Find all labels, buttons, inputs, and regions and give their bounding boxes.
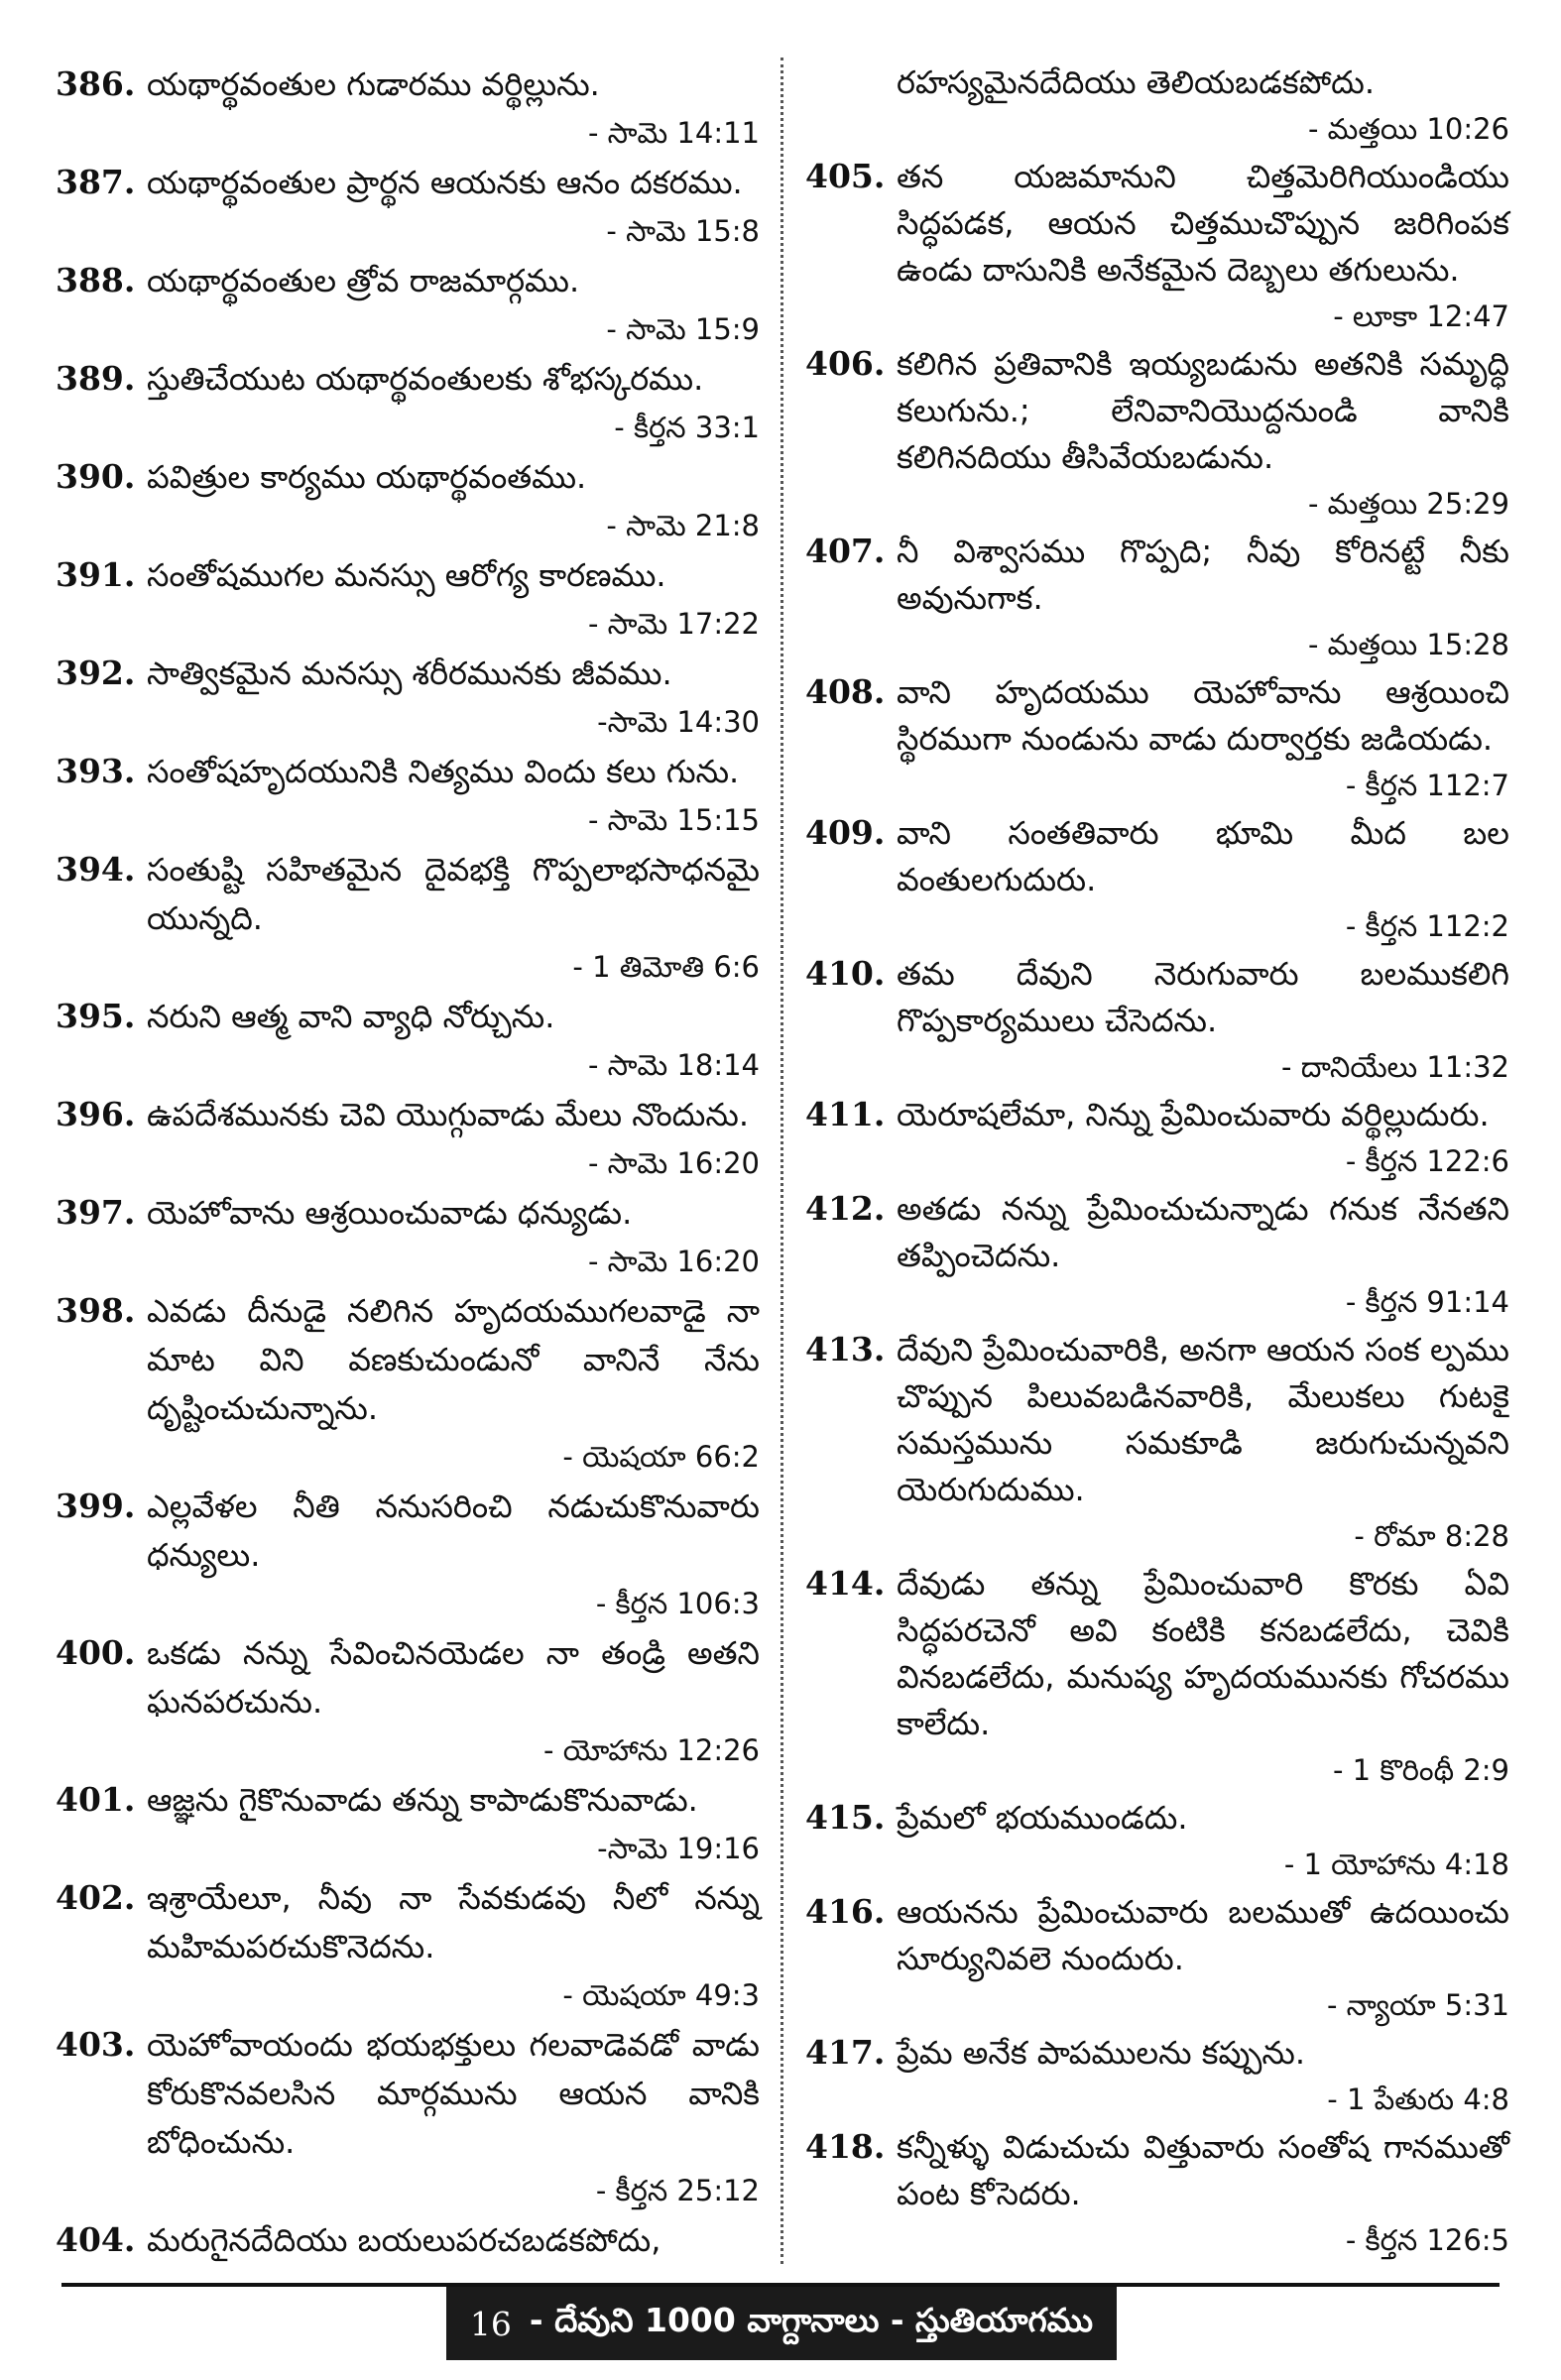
promise-entry <box>56 649 760 747</box>
entry-text: ఆజ్ఞను గైకొనువాడు తన్ను కాపాడుకొనువాడు. <box>147 1781 698 1819</box>
entry-text: మరుగైనదేదియు బయలుపరచబడకపోదు, <box>147 2221 661 2259</box>
scripture-reference: - సామె 15:15 <box>587 803 760 837</box>
promise-entry <box>56 1286 760 1482</box>
entry-number: 386. <box>56 64 136 103</box>
scripture-reference: - సామె 14:11 <box>587 116 760 150</box>
entry-number: 404. <box>56 2220 136 2259</box>
promise-entry <box>805 1326 1509 1560</box>
entry-text: సాత్వికమైన మనస్సు శరీరమునకు జీవము. <box>147 654 672 692</box>
scripture-reference: - న్యాయా 5:31 <box>1326 1988 1509 2022</box>
promise-entry <box>56 354 760 452</box>
entry-text: వాని సంతతివారు భూమి మీద బల వంతులగుదురు. <box>897 814 1509 898</box>
page-number: 16 <box>469 2304 512 2343</box>
entry-text: సంతోషముగల మనస్సు ఆరోగ్య కారణము. <box>147 556 666 594</box>
promise-entry <box>56 2020 760 2215</box>
entry-text: నీ విశ్వాసము గొప్పది; నీవు కోరినట్టే నీకు అవునుగాక. <box>897 533 1509 617</box>
scripture-reference: - కీర్తన 33:1 <box>614 411 760 444</box>
scripture-reference: - కీర్తన 112:2 <box>1345 909 1509 943</box>
entry-text: ప్రేమలో భయముండదు. <box>897 1799 1188 1837</box>
scripture-reference: - కీర్తన 91:14 <box>1345 1285 1509 1319</box>
entry-number: 388. <box>56 261 136 299</box>
entry-number: 398. <box>56 1291 136 1330</box>
entry-number: 397. <box>56 1193 136 1232</box>
scripture-reference: - కీర్తన 106:3 <box>595 1587 760 1620</box>
scripture-reference: - 1 యోహాను 4:18 <box>1283 1847 1509 1881</box>
entry-number: 406. <box>805 344 886 383</box>
entry-text: రహస్యమైనదేదియు తెలియబడకపోదు. <box>897 63 1376 101</box>
entry-number: 414. <box>805 1564 886 1603</box>
scripture-reference: - సామె 15:9 <box>606 312 760 346</box>
entry-text: యెరూషలేమా, నిన్ను ప్రేమించువారు వర్థిల్లుదురు. <box>897 1096 1490 1133</box>
promise-entry <box>805 340 1509 528</box>
scripture-reference: - సామె 16:20 <box>587 1146 760 1180</box>
promise-entry <box>56 1775 760 1873</box>
scripture-reference: - మత్తయి 25:29 <box>1307 487 1509 521</box>
scripture-reference: - కీర్తన 25:12 <box>595 2174 760 2207</box>
promise-entry <box>56 452 760 550</box>
scripture-reference: -సామె 14:30 <box>597 705 760 739</box>
entry-text: యథార్థవంతుల ప్రార్థన ఆయనకు ఆనం దకరము. <box>147 164 743 201</box>
promise-entry <box>805 153 1509 340</box>
book-title: - దేవుని 1000 వాగ్దానాలు - స్తుతియాగము <box>529 2300 1094 2339</box>
entry-text: ఎవడు దీనుడై నలిగిన హృదయముగలవాడై నా మాట విని వణకుచుండునో వానినే నేను దృష్టించుచున్నాను. <box>147 1292 760 1427</box>
entry-text: కలిగిన ప్రతివానికి ఇయ్యబడును అతనికి సమృద్ధి కలుగును.; లేనివానియొద్దనుండి వానికి కలిగినదియు తీసివేయబడును. <box>897 345 1509 476</box>
promise-entry <box>56 158 760 256</box>
entry-number: 415. <box>805 1798 886 1837</box>
scripture-reference: - మత్తయి 10:26 <box>1307 112 1509 146</box>
entry-number: 416. <box>805 1892 886 1931</box>
scripture-reference: - సామె 21:8 <box>606 509 760 542</box>
promise-entry <box>56 550 760 649</box>
scripture-reference: - సామె 16:20 <box>587 1245 760 1278</box>
footer-banner <box>446 2287 1117 2360</box>
entry-text: యథార్థవంతుల గుడారము వర్థిల్లును. <box>147 65 600 103</box>
entry-text: అతడు నన్ను ప్రేమించుచున్నాడు గనుక నేనతని తప్పించెదను. <box>897 1190 1509 1274</box>
entry-number: 418. <box>805 2127 886 2166</box>
entry-text: పవిత్రుల కార్యము యథార్థవంతము. <box>147 458 587 496</box>
right-column <box>805 60 1509 2264</box>
entry-text: దేవుని ప్రేమించువారికి, అనగా ఆయన సంక ల్పము చొప్పున పిలువబడినవారికి, మేలుకలు గుటకై సమస్తమును సమకూడి జరుగుచున్నవని యెరుగుదుము. <box>897 1331 1509 1508</box>
entry-text: సంతోషహృదయునికి నిత్యము విందు కలు గును. <box>147 753 740 790</box>
entry-number: 391. <box>56 555 136 594</box>
promise-entry <box>56 1090 760 1188</box>
entry-number: 403. <box>56 2025 136 2064</box>
entry-text: తమ దేవుని నెరుగువారు బలముకలిగి గొప్పకార్యములు చేసెదను. <box>897 955 1509 1039</box>
entry-number: 395. <box>56 997 136 1035</box>
promise-entry <box>805 528 1509 668</box>
promise-entry <box>805 950 1509 1091</box>
entry-text: ఉపదేశమునకు చెవి యొగ్గువాడు మేలు నొందును. <box>147 1096 750 1133</box>
promise-entry <box>56 1628 760 1775</box>
scripture-reference: - కీర్తన 126:5 <box>1345 2223 1509 2257</box>
scripture-reference: - 1 తిమోతి 6:6 <box>572 950 760 984</box>
scripture-reference: - లూకా 12:47 <box>1333 299 1509 333</box>
promise-entry <box>805 2029 1509 2123</box>
entry-number: 410. <box>805 954 886 993</box>
promise-entry <box>805 1185 1509 1326</box>
scripture-reference: - కీర్తన 112:7 <box>1345 769 1509 802</box>
entry-number: 393. <box>56 752 136 790</box>
entry-number: 389. <box>56 359 136 398</box>
entry-text: ఆయనను ప్రేమించువారు బలముతో ఉదయించు సూర్యునివలె నుందురు. <box>897 1893 1509 1977</box>
scripture-reference: -సామె 19:16 <box>597 1832 760 1865</box>
scripture-reference: - రోమా 8:28 <box>1354 1519 1509 1553</box>
entry-text: యథార్థవంతుల త్రోవ రాజమార్గము. <box>147 262 580 299</box>
entry-number: 390. <box>56 457 136 496</box>
entry-number: 405. <box>805 157 886 195</box>
left-column <box>56 60 760 2265</box>
entry-text: సంతుష్టి సహితమైన దైవభక్తి గొప్పలాభసాధనమై యున్నది. <box>147 851 760 937</box>
scripture-reference: - సామె 18:14 <box>587 1048 760 1082</box>
entry-number: 417. <box>805 2033 886 2072</box>
entry-text: కన్నీళ్ళు విడుచుచు విత్తువారు సంతోష గానముతో పంట కోసెదరు. <box>897 2128 1509 2212</box>
scripture-reference: - దానియేలు 11:32 <box>1281 1050 1509 1084</box>
scripture-reference: - సామె 15:8 <box>606 214 760 248</box>
entry-text: యెహోవాయందు భయభక్తులు గలవాడెవడో వాడు కోరుకొనవలసిన మార్గమును ఆయన వానికి బోధించును. <box>147 2026 760 2161</box>
scripture-reference: - కీర్తన 122:6 <box>1345 1144 1509 1178</box>
entry-text: ప్రేమ అనేక పాపములను కప్పును. <box>897 2034 1306 2072</box>
promise-entry <box>805 2123 1509 2264</box>
entry-number: 402. <box>56 1878 136 1917</box>
entry-text: ఒకడు నన్ను సేవించినయెడల నా తండ్రి అతని ఘనపరచును. <box>147 1634 760 1721</box>
entry-text: ఎల్లవేళల నీతి ననుసరించి నడుచుకొనువారు ధన్యులు. <box>147 1488 760 1574</box>
entry-number: 387. <box>56 163 136 201</box>
entry-text: దేవుడు తన్ను ప్రేమించువారి కొరకు ఏవి సిద్ధపరచెనో అవి కంటికి కనబడలేదు, చెవికి వినబడలేదు, మనుష్య హృదయమునకు గోచరము కాలేదు. <box>897 1565 1509 1742</box>
entry-number: 413. <box>805 1330 886 1368</box>
scripture-reference: - యెషయా 49:3 <box>562 1978 760 2012</box>
promise-entry <box>56 845 760 992</box>
scripture-reference: - యెషయా 66:2 <box>562 1440 760 1474</box>
entry-text: వాని హృదయము యెహోవాను ఆశ్రయించి స్థిరముగా నుండును వాడు దుర్వార్తకు జడియడు. <box>897 673 1509 758</box>
promise-entry <box>56 992 760 1090</box>
promise-entry <box>56 60 760 158</box>
scripture-reference: - మత్తయి 15:28 <box>1307 628 1509 661</box>
column-divider <box>780 58 783 2264</box>
promise-entry <box>805 1794 1509 1888</box>
entry-number: 400. <box>56 1633 136 1672</box>
promise-entry <box>805 1560 1509 1794</box>
entry-number: 396. <box>56 1095 136 1133</box>
entry-text: స్తుతిచేయుట యథార్థవంతులకు శోభస్కరము. <box>147 360 704 398</box>
scripture-reference: - 1 పేతురు 4:8 <box>1327 2082 1509 2116</box>
promise-entry <box>805 1888 1509 2029</box>
scripture-reference: - యోహాను 12:26 <box>543 1733 760 1767</box>
promise-entry <box>56 1188 760 1286</box>
entry-text: ఇశ్రాయేలూ, నీవు నా సేవకుడవు నీలో నన్ను మహిమపరచుకొనెదను. <box>147 1879 760 1965</box>
entry-text: యెహోవాను ఆశ్రయించువాడు ధన్యుడు. <box>147 1194 633 1232</box>
entry-number: 392. <box>56 654 136 692</box>
entry-number: 408. <box>805 672 886 711</box>
promise-entry <box>56 256 760 354</box>
promise-entry <box>56 2215 760 2265</box>
entry-number: 407. <box>805 532 886 570</box>
promise-entry <box>805 668 1509 809</box>
entry-text: నరుని ఆత్మ వాని వ్యాధి నోర్చును. <box>147 998 555 1035</box>
promise-entry <box>805 1091 1509 1185</box>
scripture-reference: - 1 కొరింథీ 2:9 <box>1332 1753 1509 1787</box>
entry-number: 411. <box>805 1095 886 1133</box>
entry-number: 399. <box>56 1487 136 1525</box>
scripture-reference: - సామె 17:22 <box>587 607 760 641</box>
promise-entry <box>805 60 1509 153</box>
entry-number: 394. <box>56 850 136 889</box>
entry-number: 401. <box>56 1780 136 1819</box>
entry-number: 412. <box>805 1189 886 1228</box>
entry-text: తన యజమానుని చిత్తమెరిగియుండియు సిద్ధపడక, ఆయన చిత్తముచొప్పున జరిగింపక ఉండు దాసునికి అనేకమైన దెబ్బలు తగులును. <box>897 158 1509 289</box>
promise-entry <box>56 1873 760 2020</box>
entry-number: 409. <box>805 813 886 852</box>
promise-entry <box>805 809 1509 950</box>
promise-entry <box>56 747 760 845</box>
promise-entry <box>56 1482 760 1628</box>
